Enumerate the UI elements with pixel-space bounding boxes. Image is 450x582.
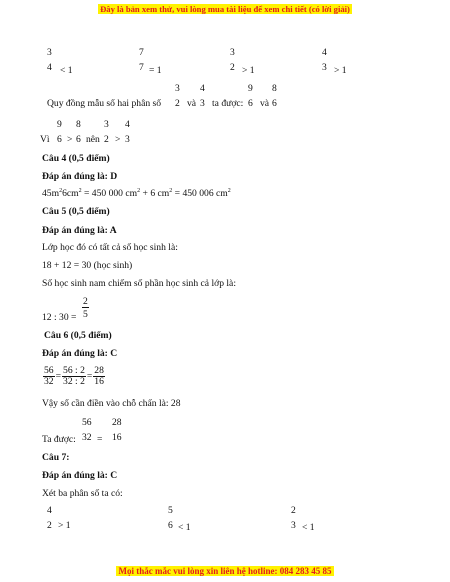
banner-top-text: Đây là bản xem thử, vui lòng mua tài liệu để xem chi tiết (có lời giải) — [100, 4, 350, 14]
vi-fraction-3: 3 2 — [104, 119, 109, 145]
vi-fraction-2: 8 6 — [76, 119, 81, 145]
cau7-title: Câu 7: — [42, 452, 70, 463]
cau7-relation-3: < 1 — [302, 522, 315, 533]
cau6-td-fraction-1: 56 32 — [82, 417, 92, 443]
row1-fraction-3: 3 2 — [230, 47, 235, 73]
banner-top — [0, 4, 450, 14]
cau7-relation-2: < 1 — [178, 522, 191, 533]
cau7-answer: Đáp án đúng là: C — [42, 470, 118, 481]
cau6-eq-fraction-3: $\frac{28}{16}$ — [94, 365, 104, 387]
cau6-answer: Đáp án đúng là: C — [42, 348, 118, 359]
banner-bottom-text: Mọi thắc mắc vui lòng xin liên hệ hotline: 084 283 45 85 — [118, 566, 332, 576]
vi-fraction-1: 9 6 — [57, 119, 62, 145]
cau7-fraction-3: 2 3 — [291, 505, 296, 531]
cau5-result-fraction: 2 5 — [83, 296, 88, 320]
banner-bottom — [0, 566, 450, 576]
quydong-text-2: ta được: — [212, 98, 244, 109]
cau6-td-fraction-2: 28 16 — [112, 417, 122, 443]
vi-nen: nên — [86, 134, 100, 145]
row1-relation-1: < 1 — [60, 65, 73, 76]
cau4-calc: $45m^26cm^2 = 450$ 000 $cm^2 + 6$ $cm^2 = 450$ 006 $cm^2$ — [42, 188, 231, 200]
quydong-and-1: và — [187, 98, 197, 109]
vi-label: Vì — [40, 134, 50, 145]
vi-gt-1: > — [67, 134, 73, 145]
cau6-equation: $\frac{56}{32}$ = $\frac{56 : 2}{32 : 2}$ = $\frac{28}{16}$ — [44, 365, 104, 387]
cau5-answer: Đáp án đúng là: A — [42, 225, 117, 236]
cau4-title: Câu 4 (0,5 điểm) — [42, 153, 110, 164]
vi-fraction-4: 4 3 — [125, 119, 130, 145]
cau6-eq-fraction-2: $\frac{56 : 2}{32 : 2}$ — [63, 365, 85, 387]
row1-fraction-2: 7 7 — [139, 47, 144, 73]
cau7-line-1: Xét ba phân số ta có: — [42, 488, 123, 499]
row1-relation-2: = 1 — [149, 65, 162, 76]
cau5-line-1: Lớp học đó có tất cả số học sinh là: — [42, 242, 178, 253]
cau6-taduoc: Ta được: — [42, 434, 76, 445]
cau6-td-equals: = — [97, 434, 103, 445]
row1-relation-4: > 1 — [334, 65, 347, 76]
row1-relation-3: > 1 — [242, 65, 255, 76]
cau6-line-1: Vậy số cần điền vào chỗ chấn là: 28 — [42, 398, 181, 409]
quydong-fraction-1: 3 2 — [175, 83, 180, 109]
cau5-line-2: 18 + 12 = 30 (học sinh) — [42, 260, 133, 271]
row1-fraction-4: 4 3 — [322, 47, 327, 73]
quydong-fraction-2: 4 3 — [200, 83, 205, 109]
quydong-fraction-4: 8 6 — [272, 83, 277, 109]
cau7-relation-1: > 1 — [58, 520, 71, 531]
cau7-fraction-1: 4 2 — [47, 505, 52, 531]
quydong-text: Quy đồng mẫu số hai phân số — [47, 98, 162, 109]
vi-gt-2: > — [115, 134, 121, 145]
cau6-eq-fraction-1: $\frac{56}{32}$ — [44, 365, 54, 387]
cau6-title: Câu 6 (0,5 điểm) — [44, 330, 112, 341]
cau5-calc: 12 : 30 = — [42, 312, 77, 323]
cau7-fraction-2: 5 6 — [168, 505, 173, 531]
quydong-and-2: và — [260, 98, 270, 109]
cau5-title: Câu 5 (0,5 điểm) — [42, 206, 110, 217]
cau5-line-3: Số học sinh nam chiếm số phần học sinh cả lớp là: — [42, 278, 236, 289]
row1-fraction-1: 3 4 — [47, 47, 52, 73]
cau4-answer: Đáp án đúng là: D — [42, 171, 118, 182]
quydong-fraction-3: 9 6 — [248, 83, 253, 109]
